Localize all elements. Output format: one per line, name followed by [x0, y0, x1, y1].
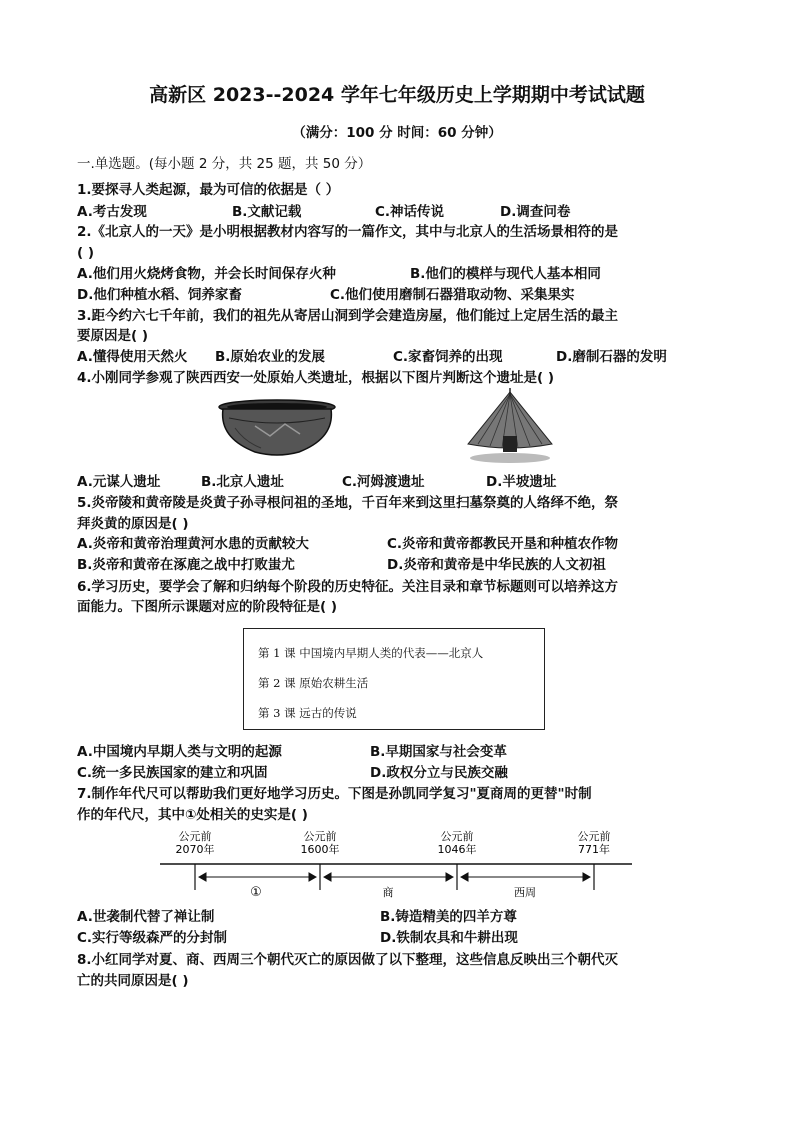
q5-option-d: D.炎帝和黄帝是中华民族的人文初祖: [387, 557, 606, 573]
timeline-segment-1: ①: [250, 885, 262, 898]
q4-option-b: B.北京人遗址: [201, 474, 284, 490]
question-3-stem-cont: 要原因是( ): [77, 328, 149, 344]
q2-option-c: C.他们使用磨制石器猎取动物、采集果实: [330, 287, 575, 303]
q7-option-b: B.铸造精美的四羊方尊: [380, 909, 517, 925]
timeline-segment-western-zhou: 西周: [514, 886, 536, 898]
question-6-stem-cont: 面能力。下图所示课题对应的阶段特征是( ): [77, 599, 338, 615]
timeline-segment-shang: 商: [382, 886, 394, 898]
q7-option-a: A.世袭制代替了禅让制: [77, 909, 215, 925]
question-2-stem-cont: ( ): [77, 245, 95, 261]
question-8-stem: 8.小红同学对夏、商、西周三个朝代灭亡的原因做了以下整理，这些信息反映出三个朝代灭: [77, 952, 619, 968]
q6-option-d: D.政权分立与民族交融: [370, 765, 508, 781]
q3-option-a: A.懂得使用天然火: [77, 349, 188, 365]
timeline-date-3-label1: 公元前: [440, 830, 474, 843]
q1-option-b: B.文献记载: [232, 204, 302, 220]
q4-option-d: D.半坡遗址: [486, 474, 557, 490]
q2-option-a: A.他们用火烧烤食物，并会长时间保存火种: [77, 266, 336, 282]
question-5-stem: 5.炎帝陵和黄帝陵是炎黄子孙寻根问祖的圣地，千百年来到这里扫墓祭奠的人络绎不绝，祭: [77, 495, 619, 511]
q2-option-b: B.他们的模样与现代人基本相同: [410, 266, 601, 282]
timeline-date-3-label2: 1046年: [437, 843, 477, 856]
timeline-date-2-label1: 公元前: [303, 830, 337, 843]
thatched-hut-icon: [460, 388, 560, 464]
lesson-3: 第 3 课 远古的传说: [258, 706, 357, 720]
q1-option-a: A.考古发现: [77, 204, 147, 220]
q7-option-d: D.铁制农具和牛耕出现: [380, 930, 518, 946]
q6-option-b: B.早期国家与社会变革: [370, 744, 507, 760]
question-2-stem: 2.《北京人的一天》是小明根据教材内容写的一篇作文，其中与北京人的生活场景相符的是: [77, 224, 619, 240]
q2-option-d: D.他们种植水稻、饲养家畜: [77, 287, 242, 303]
exam-info: （满分：100 分 时间：60 分钟）: [292, 125, 502, 141]
q3-option-d: D.磨制石器的发明: [556, 349, 667, 365]
question-6-stem: 6.学习历史，要学会了解和归纳每个阶段的历史特征。关注目录和章节标题则可以培养这方: [77, 579, 619, 595]
q5-option-c: C.炎帝和黄帝都教民开垦和种植农作物: [387, 536, 619, 552]
q6-option-c: C.统一多民族国家的建立和巩固: [77, 765, 268, 781]
section-heading: 一.单选题。(每小题 2 分，共 25 题，共 50 分）: [77, 156, 372, 172]
pottery-jar-icon: [215, 398, 340, 458]
timeline-date-4-label1: 公元前: [577, 830, 611, 843]
question-1-stem: 1.要探寻人类起源，最为可信的依据是（ ）: [77, 182, 340, 198]
q1-option-d: D.调查问卷: [500, 204, 571, 220]
q3-option-c: C.家畜饲养的出现: [393, 349, 503, 365]
q5-option-b: B.炎帝和黄帝在涿鹿之战中打败蚩尤: [77, 557, 295, 573]
timeline-ruler: [150, 828, 640, 898]
timeline-date-2-label2: 1600年: [300, 843, 340, 856]
timeline-date-1-label2: 2070年: [175, 843, 215, 856]
question-5-stem-cont: 拜炎黄的原因是( ): [77, 516, 189, 532]
q7-option-c: C.实行等级森严的分封制: [77, 930, 228, 946]
q6-option-a: A.中国境内早期人类与文明的起源: [77, 744, 282, 760]
question-7-stem: 7.制作年代尺可以帮助我们更好地学习历史。下图是孙凯同学复习"夏商周的更替"时制: [77, 786, 592, 802]
q3-option-b: B.原始农业的发展: [215, 349, 325, 365]
lesson-1: 第 1 课 中国境内早期人类的代表——北京人: [258, 646, 484, 660]
q4-option-a: A.元谋人遗址: [77, 474, 161, 490]
lesson-2: 第 2 课 原始农耕生活: [258, 676, 369, 690]
q5-option-a: A.炎帝和黄帝治理黄河水患的贡献较大: [77, 536, 309, 552]
q4-option-c: C.河姆渡遗址: [342, 474, 425, 490]
timeline-date-1-label1: 公元前: [178, 830, 212, 843]
q1-option-c: C.神话传说: [375, 204, 445, 220]
question-7-stem-cont: 作的年代尺，其中①处相关的史实是( ): [77, 807, 308, 823]
timeline-date-4-label2: 771年: [578, 843, 610, 856]
question-3-stem: 3.距今约六七千年前，我们的祖先从寄居山洞到学会建造房屋，他们能过上定居生活的最主: [77, 308, 619, 324]
lesson-list-box: [243, 628, 545, 730]
question-8-stem-cont: 亡的共同原因是( ): [77, 973, 189, 989]
page-title: 高新区 2023--2024 学年七年级历史上学期期中考试试题: [149, 84, 645, 106]
question-4-stem: 4.小刚同学参观了陕西西安一处原始人类遗址，根据以下图片判断这个遗址是( ): [77, 370, 555, 386]
